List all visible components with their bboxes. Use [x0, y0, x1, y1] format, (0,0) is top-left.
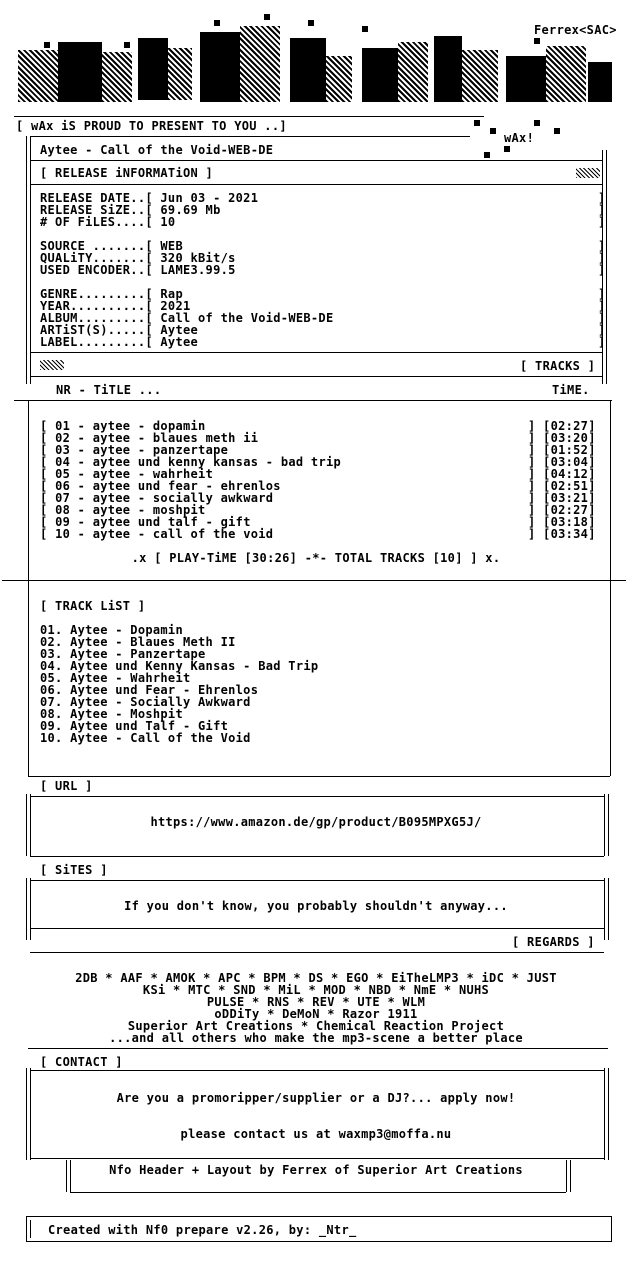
table-row: [ 01 - aytee - dopamin — [40, 419, 206, 433]
info-row: SOURCE .......[ WEB — [40, 239, 183, 253]
info-row: # OF FiLES....[ 10 — [40, 215, 176, 229]
info-row: LABEL.........[ Aytee — [40, 335, 199, 349]
sites-text: If you don't know, you probably shouldn't anyway... — [124, 899, 508, 913]
table-row: [ 02 - aytee - blaues meth ii — [40, 431, 259, 445]
table-row: [ 08 - aytee - moshpit — [40, 503, 206, 517]
release-title: Aytee - Call of the Void-WEB-DE — [40, 143, 274, 157]
track-time: ] [03:04] — [528, 455, 596, 469]
track-time: ] [02:51] — [528, 479, 596, 493]
table-row: [ 05 - aytee - wahrheit — [40, 467, 214, 481]
info-row: USED ENCODER..[ LAME3.99.5 — [40, 263, 236, 277]
track-time: ] [02:27] — [528, 503, 596, 517]
list-item: 05. Aytee - Wahrheit — [40, 671, 191, 685]
info-row: ALBUM.........[ Call of the Void-WEB-DE — [40, 311, 334, 325]
sites-label: [ SiTES ] — [40, 863, 108, 877]
regards-line: PULSE * RNS * REV * UTE * WLM — [206, 995, 426, 1009]
track-time: ] [02:27] — [528, 419, 596, 433]
list-item: 03. Aytee - Panzertape — [40, 647, 206, 661]
contact-label: [ CONTACT ] — [40, 1055, 123, 1069]
col-time: TiME. — [552, 383, 590, 397]
group-tag: wAx! — [504, 131, 535, 145]
track-time: ] [03:20] — [528, 431, 596, 445]
col-nr-title: NR - TiTLE ... — [56, 383, 162, 397]
info-row: GENRE.........[ Rap — [40, 287, 183, 301]
regards-line: KSi * MTC * SND * MiL * MOD * NBD * NmE * NUHS — [142, 983, 490, 997]
track-time: ] [04:12] — [528, 467, 596, 481]
release-info-label: [ RELEASE iNFORMATiON ] — [40, 166, 214, 180]
track-time: ] [01:52] — [528, 443, 596, 457]
track-time: ] [03:21] — [528, 491, 596, 505]
list-item: 09. Aytee und Talf - Gift — [40, 719, 229, 733]
info-row: YEAR..........[ 2021 — [40, 299, 191, 313]
list-item: 07. Aytee - Socially Awkward — [40, 695, 251, 709]
track-time: ] [03:18] — [528, 515, 596, 529]
table-row: [ 07 - aytee - socially awkward — [40, 491, 274, 505]
track-list-label: [ TRACK LiST ] — [40, 599, 146, 613]
info-row: ARTiST(S).....[ Aytee — [40, 323, 199, 337]
info-row: RELEASE DATE..[ Jun 03 - 2021 — [40, 191, 259, 205]
ferrex-credit: Ferrex<SAC> — [534, 23, 617, 37]
regards-line: Superior Art Creations * Chemical Reaction Project — [127, 1019, 505, 1033]
url-label: [ URL ] — [40, 779, 93, 793]
list-item: 06. Aytee und Fear - Ehrenlos — [40, 683, 259, 697]
list-item: 08. Aytee - Moshpit — [40, 707, 183, 721]
playtime-summary: .x [ PLAY-TiME [30:26] -*- TOTAL TRACKS [10] ] x. — [131, 551, 501, 565]
regards-line: oDDiTy * DeMoN * Razor 1911 — [214, 1007, 418, 1021]
hatch-decoration — [40, 360, 64, 370]
regards-line: ...and all others who make the mp3-scene a better place — [109, 1031, 523, 1045]
table-row: [ 04 - aytee und kenny kansas - bad trip — [40, 455, 342, 469]
created-with: Created with Nf0 prepare v2.26, by: _Ntr_ — [48, 1223, 357, 1237]
regards-label: [ REGARDS ] — [512, 935, 595, 949]
contact-email[interactable]: please contact us at waxmp3@moffa.nu — [180, 1127, 452, 1141]
table-row: [ 06 - aytee und fear - ehrenlos — [40, 479, 281, 493]
list-item: 04. Aytee und Kenny Kansas - Bad Trip — [40, 659, 319, 673]
regards-line: 2DB * AAF * AMOK * APC * BPM * DS * EGO * EiTheLMP3 * iDC * JUST — [75, 971, 557, 985]
track-time: ] [03:34] — [528, 527, 596, 541]
info-row: RELEASE SiZE..[ 69.69 Mb — [40, 203, 221, 217]
hatch-decoration — [576, 168, 600, 178]
table-row: [ 10 - aytee - call of the void — [40, 527, 274, 541]
apply-text: Are you a promoripper/supplier or a DJ?... apply now! — [116, 1091, 516, 1105]
proud-line: [ wAx iS PROUD TO PRESENT TO YOU ..] — [16, 119, 287, 133]
list-item: 10. Aytee - Call of the Void — [40, 731, 251, 745]
list-item: 01. Aytee - Dopamin — [40, 623, 183, 637]
table-row: [ 03 - aytee - panzertape — [40, 443, 229, 457]
layout-credit: Nfo Header + Layout by Ferrex of Superior Art Creations — [109, 1163, 523, 1177]
list-item: 02. Aytee - Blaues Meth II — [40, 635, 236, 649]
amazon-link[interactable]: https://www.amazon.de/gp/product/B095MPXG5J/ — [150, 815, 482, 829]
info-row: QUALiTY.......[ 320 kBit/s — [40, 251, 236, 265]
table-row: [ 09 - aytee und talf - gift — [40, 515, 251, 529]
tracks-label: [ TRACKS ] — [520, 359, 596, 373]
